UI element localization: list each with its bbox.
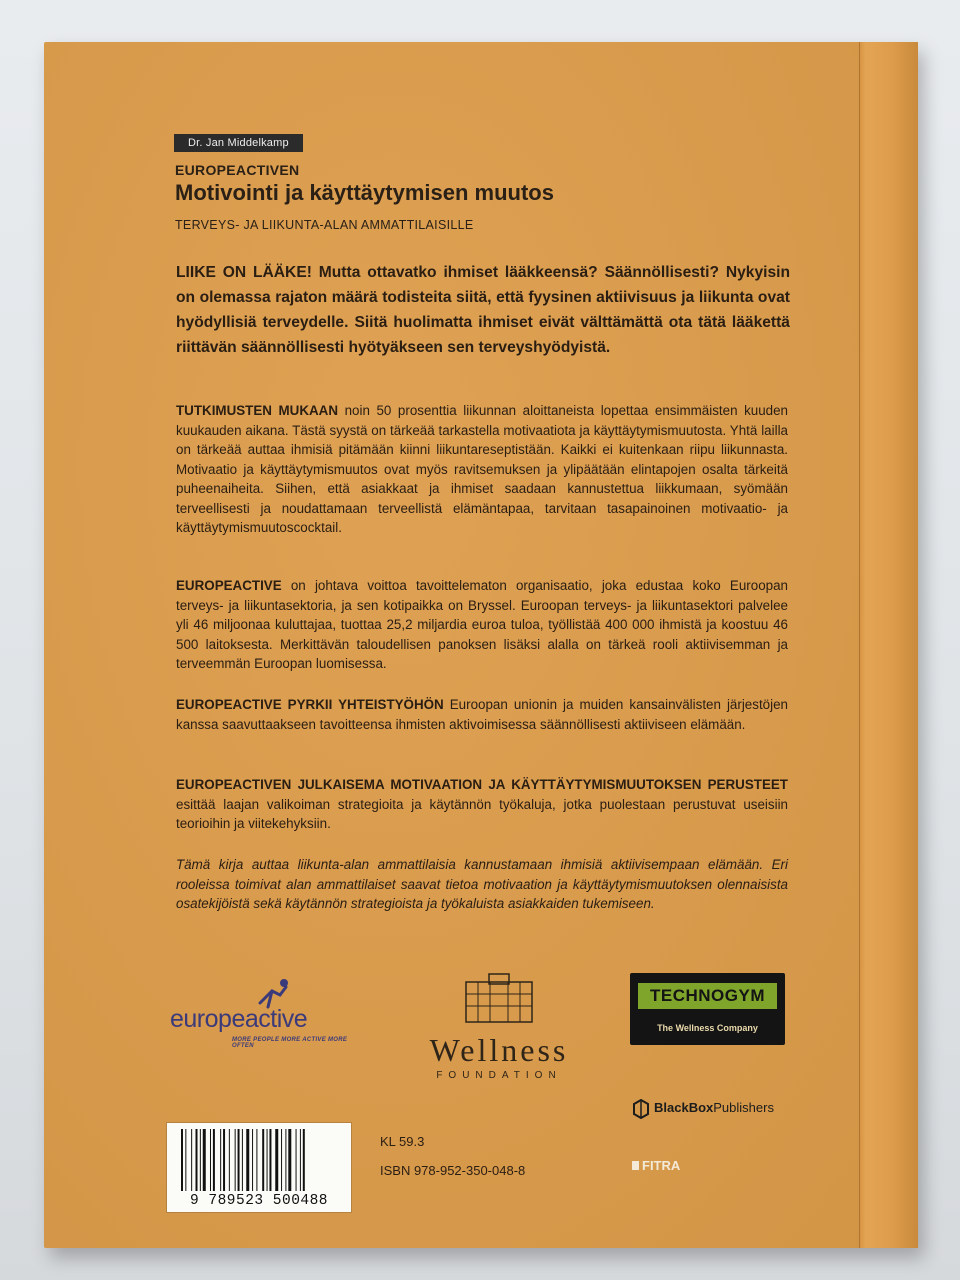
blackbox-icon [632, 1099, 650, 1119]
barcode-bar [191, 1129, 192, 1191]
barcode-bar [200, 1129, 201, 1191]
paragraph-heading: EUROPEACTIVE PYRKII YHTEISTYÖHÖN [176, 697, 444, 712]
paragraph-body: on johtava voittoa tavoittelematon organisaatio, joka edustaa koko Euroopan terveys- ja liikuntasektoria, ja sen kotipaikka on Bryssel. Euroopan terveys- ja liikuntasektori palvelee yli 46 miljoonaa kuluttajaa, tuottaa 25,2 miljardia euroa tuloa, työllistää 400 000 ihmistä ja koostuu 46 500 laitoksesta. Merkittävän taloudellisen panoksen lisäksi alalla on tärkeä rooli aktiivisemman ja terveemmän Euroopan luomisessa. [176, 578, 788, 671]
isbn-barcode [167, 1123, 351, 1212]
publishers-wordmark: Publishers [713, 1100, 774, 1115]
building-icon [462, 972, 536, 1026]
fitra-wordmark: FITRA [642, 1158, 681, 1173]
paragraph-heading: EUROPEACTIVEN JULKAISEMA MOTIVAATION JA KÄYTTÄYTYMISMUUTOKSEN PERUSTEET [176, 777, 788, 792]
barcode-bar [235, 1129, 236, 1191]
barcode-bar [220, 1129, 221, 1191]
paragraph-research [176, 401, 788, 538]
barcode-bar [288, 1129, 291, 1191]
barcode-bar [300, 1129, 301, 1191]
blackbox-publishers-logo [632, 1097, 802, 1123]
barcode-digits: 9 789523 500488 [189, 1193, 329, 1209]
barcode-bar [223, 1129, 225, 1191]
barcode-bar [246, 1129, 249, 1191]
author-label: Dr. Jan Middelkamp [174, 134, 303, 152]
paragraph-body: noin 50 prosenttia liikunnan aloittaneista lopettaa ensimmäisten kuuden kuukauden aikana. Tästä syystä on tärkeää tarkastella motivaatiota ja käyttäytymismuutosta. Yhtä lailla on tärkeää auttaa ihmisiä pitämään kiinni liikuntareseptistään. Kaikki ei kuitenkaan riipu liikunnasta. Motivaatio ja käyttäytymismuutos ovat myös ravitsemuksen ja ylipäätään elintapojen osalta tärkeitä puheenaiheita. Siihen, että asiakkaat ja ihmiset saadaan kannustettua liikkumaan, syömään terveellisesti ja noudattamaan terveellistä elämäntapaa, tarvitaan tasapainoinen motivaatio- ja käyttäytymismuutoscocktail. [176, 403, 789, 535]
book-back-cover [44, 42, 918, 1248]
barcode-bar [185, 1129, 186, 1191]
fitra-mark-icon [632, 1161, 640, 1171]
barcode-bar [267, 1129, 268, 1191]
barcode-bar [242, 1129, 243, 1191]
paragraph-body: esittää laajan valikoiman strategioita ja käytännön työkaluja, jotka puolestaan perustuvat useisiin teorioihin ja viitekehyksiin. [176, 796, 788, 831]
paragraph-publication [176, 775, 788, 834]
barcode-bar [269, 1129, 271, 1191]
closing-paragraph: Tämä kirja auttaa liikunta-alan ammattilaisia kannustamaan ihmisiä aktiivisempaan elämään. Eri rooleissa toimivat alan ammattilaiset saavat tietoa motivaation ja käyttäytymismuutoksen olennaisista osatekijöistä sekä käytännön strategioista ja työkaluista asiakkaiden tukemiseen. [176, 857, 788, 911]
lead-paragraph: LIIKE ON LÄÄKE! Mutta ottavatko ihmiset lääkkeensä? Säännöllisesti? Nykyisin on olemassa rajaton määrä todisteita siitä, että fyysinen aktiivisuus ja liikunta ovat hyödyllisiä terveydelle. Siitä huolimatta ihmiset eivät välttämättä ota tätä lääkettä riittävän säännöllisesti hyötyäkseen sen terveyshyödyistä. [176, 264, 790, 356]
barcode-bar [238, 1129, 240, 1191]
barcode-bar [262, 1129, 264, 1191]
barcode-bar [203, 1129, 206, 1191]
barcode-bar [285, 1129, 286, 1191]
europeactive-logo [164, 977, 369, 1057]
paragraph-heading: TUTKIMUSTEN MUKAAN [176, 403, 339, 418]
technogym-wordmark: TECHNOGYM [638, 983, 777, 1009]
barcode-bar [181, 1129, 183, 1191]
foundation-wordmark: FOUNDATION [436, 1070, 562, 1081]
barcode-bar [210, 1129, 211, 1191]
isbn-number: ISBN 978-952-350-048-8 [380, 1163, 526, 1178]
wellness-wordmark: Wellness [429, 1032, 569, 1068]
paragraph-cooperation [176, 695, 788, 734]
paragraph-europeactive [176, 576, 788, 674]
barcode-bar [196, 1129, 198, 1191]
barcode-bar [281, 1129, 282, 1191]
fitra-logo [632, 1158, 712, 1178]
technogym-tagline: The Wellness Company [657, 1023, 758, 1033]
europeactive-wordmark: europeactive [170, 1005, 308, 1033]
technogym-logo [630, 973, 785, 1045]
barcode-bar [296, 1129, 297, 1191]
paragraph-heading: EUROPEACTIVE [176, 578, 282, 593]
book-spine [859, 42, 918, 1248]
barcode-bar [252, 1129, 253, 1191]
series-name: EUROPEACTIVEN [175, 162, 300, 178]
blackbox-wordmark: BlackBox [654, 1100, 714, 1115]
book-title: Motivointi ja käyttäytymisen muutos [175, 180, 554, 205]
barcode-bar [229, 1129, 230, 1191]
book-subtitle: TERVEYS- JA LIIKUNTA-ALAN AMMATTILAISILLE [175, 218, 474, 232]
barcode-bar [275, 1129, 278, 1191]
barcode-bar [213, 1129, 215, 1191]
wellness-foundation-logo [409, 972, 589, 1087]
classification-code: KL 59.3 [380, 1134, 425, 1149]
book-info [380, 1127, 525, 1185]
barcode-bar [256, 1129, 257, 1191]
barcode-bar [303, 1129, 305, 1191]
europeactive-tagline: MORE PEOPLE MORE ACTIVE MORE OFTEN [232, 1037, 348, 1049]
paragraph-body: Euroopan unionin ja muiden kansainvälisten järjestöjen kanssa saavuttaakseen tavoitteensa ihmisten aktivoimisessa säännöllisesti aktiiviseen elämään. [176, 697, 788, 732]
barcode-bars [181, 1129, 341, 1191]
